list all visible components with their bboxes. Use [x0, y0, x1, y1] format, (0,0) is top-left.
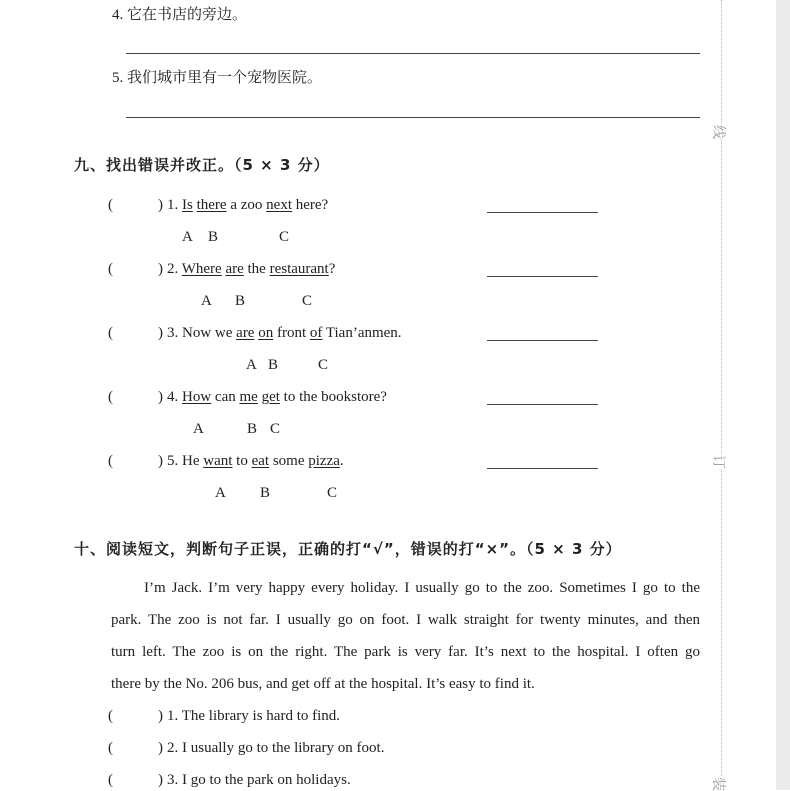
margin-label-line: 线: [709, 125, 729, 139]
sentence-text: here?: [291, 197, 329, 213]
margin-label-bind: 装: [709, 777, 729, 791]
underlined-word: restaurant: [269, 261, 329, 277]
option-letter: B: [247, 421, 258, 437]
underlined-word: How: [182, 389, 212, 405]
judge-statement: 2. I usually go to the library on foot.: [167, 740, 385, 756]
sentence-text: 1.: [167, 197, 182, 213]
judge-statement: 1. The library is hard to find.: [167, 708, 341, 724]
answer-paren[interactable]: ( ): [108, 453, 163, 469]
judge-statement: 3. I go to the park on holidays.: [167, 772, 351, 788]
passage-line: park. The zoo is not far. I usually go on foot. I walk straight for twenty minutes, and then: [111, 612, 700, 628]
answer-line[interactable]: [126, 53, 700, 54]
sentence-text: 5. He: [167, 453, 204, 469]
sentence-text: some: [269, 453, 309, 469]
answer-paren[interactable]: ( ): [108, 197, 163, 213]
translate-item-4: 4. 它在书店的旁边。: [112, 7, 248, 23]
underlined-word: there: [196, 197, 227, 213]
option-letter: C: [327, 485, 338, 501]
error-sentence: [167, 196, 328, 214]
answer-line[interactable]: [126, 117, 700, 118]
page-gutter: [776, 0, 790, 790]
passage-line: there by the No. 206 bus, and get off at the hospital. It’s easy to find it.: [111, 676, 535, 692]
sentence-text: to: [232, 453, 252, 469]
correction-line[interactable]: [487, 212, 598, 213]
option-letter: A: [215, 485, 226, 501]
translate-item-5: 5. 我们城市里有一个宠物医院。: [112, 70, 323, 86]
error-sentence: [167, 452, 344, 470]
sentence-text: Tian’anmen.: [322, 325, 402, 341]
answer-paren[interactable]: ( ): [108, 708, 163, 724]
underlined-word: are: [236, 325, 255, 341]
answer-paren[interactable]: ( ): [108, 389, 163, 405]
passage-line: turn left. The zoo is on the right. The park is very far. It’s next to the hospital. I often go: [111, 644, 700, 660]
passage-line: I’m Jack. I’m very happy every holiday. I usually go to the zoo. Sometimes I go to the: [144, 580, 700, 596]
answer-paren[interactable]: ( ): [108, 772, 163, 788]
sentence-text: front: [273, 325, 310, 341]
error-sentence: [167, 388, 387, 406]
underlined-word: are: [225, 261, 244, 277]
underlined-word: pizza: [308, 453, 340, 469]
option-letter: C: [270, 421, 281, 437]
underlined-word: on: [258, 325, 274, 341]
option-letter: C: [318, 357, 329, 373]
section-9-title: 九、找出错误并改正。（5 × 3 分）: [74, 156, 330, 174]
margin-label-order: 订: [709, 455, 729, 469]
underlined-word: Is: [182, 197, 193, 213]
sentence-text: can: [211, 389, 240, 405]
option-letter: A: [193, 421, 204, 437]
underlined-word: want: [203, 453, 233, 469]
correction-line[interactable]: [487, 468, 598, 469]
correction-line[interactable]: [487, 340, 598, 341]
sentence-text: 3. Now we: [167, 325, 237, 341]
option-letter: A: [201, 293, 212, 309]
sentence-text: .: [339, 453, 344, 469]
sentence-text: to the bookstore?: [279, 389, 387, 405]
option-letter: B: [208, 229, 219, 245]
underlined-word: of: [309, 325, 323, 341]
binding-line: [721, 0, 722, 790]
correction-line[interactable]: [487, 404, 598, 405]
option-letter: C: [279, 229, 290, 245]
sentence-text: a zoo: [226, 197, 267, 213]
answer-paren[interactable]: ( ): [108, 261, 163, 277]
error-sentence: [167, 324, 402, 342]
option-letter: B: [268, 357, 279, 373]
answer-paren[interactable]: ( ): [108, 740, 163, 756]
sentence-text: 4.: [167, 389, 182, 405]
underlined-word: me: [239, 389, 258, 405]
underlined-word: get: [261, 389, 280, 405]
sentence-text: 2.: [167, 261, 182, 277]
option-letter: A: [246, 357, 257, 373]
correction-line[interactable]: [487, 276, 598, 277]
sentence-text: ?: [328, 261, 336, 277]
underlined-word: next: [266, 197, 292, 213]
answer-paren[interactable]: ( ): [108, 325, 163, 341]
underlined-word: eat: [251, 453, 270, 469]
option-letter: A: [182, 229, 193, 245]
option-letter: B: [235, 293, 246, 309]
sentence-text: the: [243, 261, 270, 277]
underlined-word: Where: [181, 261, 222, 277]
option-letter: B: [260, 485, 271, 501]
section-10-title: 十、阅读短文，判断句子正误，正确的打“√”，错误的打“×”。（5 × 3 分）: [74, 540, 622, 558]
option-letter: C: [302, 293, 313, 309]
error-sentence: [167, 260, 335, 278]
